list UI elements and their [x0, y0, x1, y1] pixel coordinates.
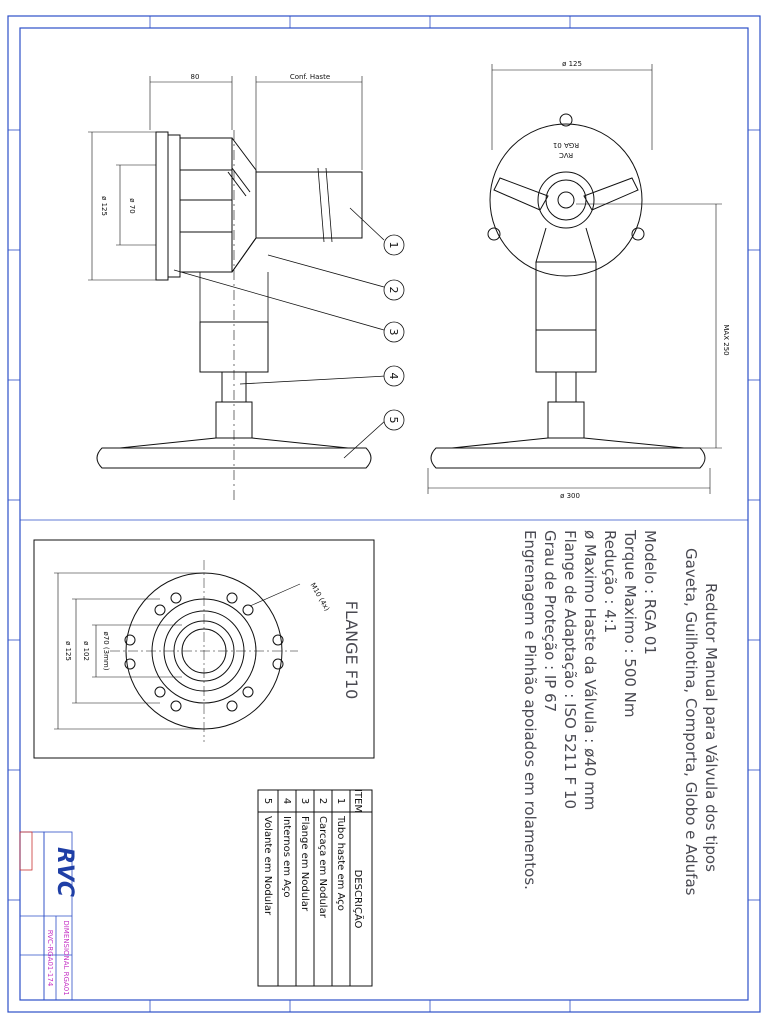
balloon-2	[384, 280, 404, 300]
dim-front-300: ø 300	[560, 492, 580, 500]
balloon-5-label: 5	[387, 416, 400, 424]
table-col-desc: DESCRIÇÃO	[352, 869, 363, 929]
spec-flange: Flange de Adaptação : ISO 5211 F 10	[561, 530, 579, 809]
side-view	[88, 73, 371, 500]
table-col-item: ITEM	[352, 788, 363, 814]
table-row-3-item: 3	[299, 797, 310, 805]
flange-bolt-spec: M10 (4x)	[308, 581, 332, 613]
spec-haste: ø Maximo Haste da Válvula : ø40 mm	[581, 530, 599, 811]
inner-frame	[20, 28, 748, 1000]
frame-ticks	[8, 16, 760, 1012]
table-row-2-desc: Carcaça em Nodular	[317, 816, 328, 918]
table-row-2-item: 2	[317, 797, 328, 805]
spec-modelo: Modelo : RGA 01	[641, 530, 659, 655]
drawing-title: DIMENSIONAL RGA01	[62, 920, 70, 996]
balloon-3-label: 3	[387, 328, 400, 336]
front-view	[428, 60, 722, 494]
dim-side-125: ø 125	[100, 196, 108, 216]
dim-front-125: ø 125	[562, 60, 582, 68]
title-line-2: Gaveta, Guilhotina, Comporta, Globo e Adufas	[682, 548, 700, 896]
drawing-number: RVC-RGA01-174	[46, 929, 54, 987]
title-line-1: Redutor Manual para Válvula dos tipos	[702, 583, 720, 872]
balloon-1-label: 1	[387, 241, 400, 249]
table-row-5-item: 5	[262, 797, 273, 805]
flange-dim-125: ø 125	[64, 641, 72, 661]
front-body-mark-2: RGA 01	[552, 141, 580, 149]
table-row-5-desc: Volante em Nodular	[262, 816, 273, 916]
balloon-1	[384, 235, 404, 255]
company-logo: RVC	[52, 846, 77, 898]
dim-80: 80	[190, 73, 200, 81]
dim-max-250: MAX 250	[722, 324, 730, 356]
dim-conf-haste: Conf. Haste	[289, 73, 331, 81]
spec-block	[521, 529, 720, 896]
balloon-3	[384, 322, 404, 342]
spec-torque: Torque Maximo : 500 Nm	[621, 530, 639, 718]
table-row-1-desc: Tubo haste em Aço	[335, 816, 346, 911]
balloon-2-label: 2	[387, 286, 400, 294]
table-row-1-item: 1	[335, 797, 346, 805]
spec-engrenagem: Engrenagem e Pinhão apoiados em rolamentos.	[521, 530, 539, 890]
balloon-4-label: 4	[387, 372, 400, 380]
table-row-4-item: 4	[281, 797, 292, 805]
flange-dim-70: ø70 (3mm)	[102, 631, 110, 671]
table-row-3-desc: Flange em Nodular	[299, 816, 310, 912]
front-body-mark-1: RVC	[558, 151, 574, 159]
dim-side-70: ø 70	[128, 198, 136, 214]
spec-reducao: Redução : 4:1	[601, 530, 619, 634]
balloon-5	[384, 410, 404, 430]
spec-protecao: Grau de Proteção : IP 67	[541, 530, 559, 713]
flange-title: FLANGE F10	[342, 600, 361, 700]
outer-frame	[8, 16, 760, 1012]
red-stamp-box	[20, 832, 32, 870]
balloon-4	[384, 366, 404, 386]
flange-dim-102: ø 102	[82, 641, 90, 661]
part-balloons	[174, 208, 386, 458]
table-row-4-desc: Internos em Aço	[281, 816, 292, 898]
